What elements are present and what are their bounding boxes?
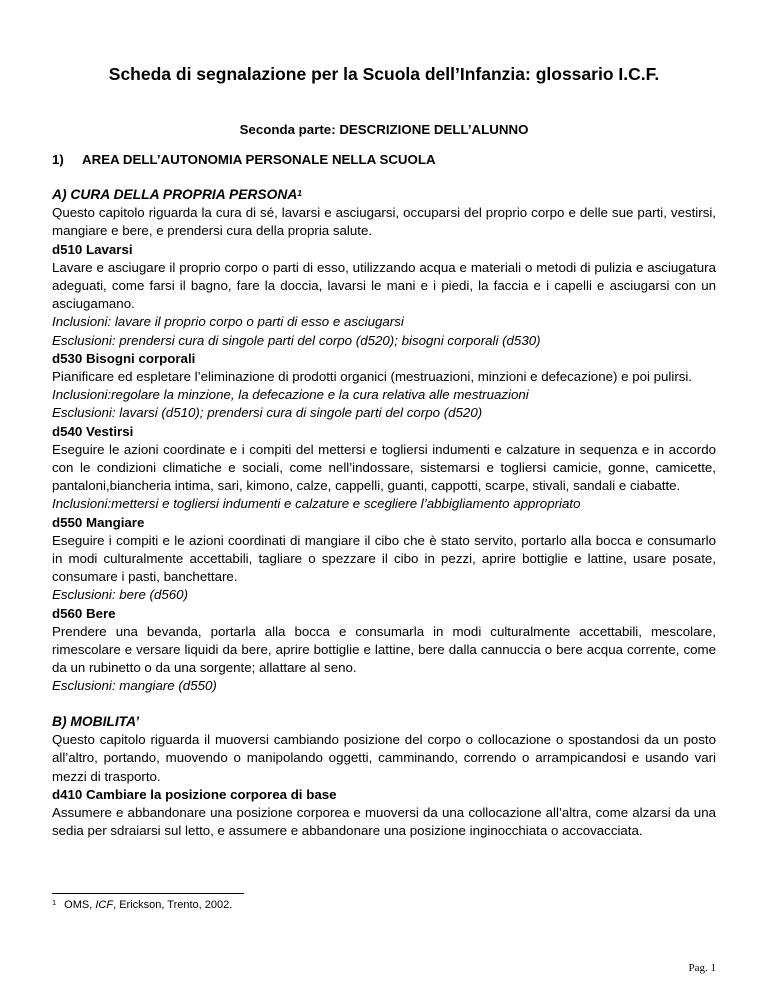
area-label: AREA DELL’AUTONOMIA PERSONALE NELLA SCUOLA <box>82 152 436 167</box>
d510-heading: d510 Lavarsi <box>52 241 133 257</box>
footnote-text-italic: ICF <box>95 899 114 911</box>
d550-text: Eseguire i compiti e le azioni coordinati di mangiare il cibo che è stato servito, portarlo alla bocca e consumarlo in modi culturalmente accettabili, tagliare o spezzare il cibo in pezzi, aprire bottiglie e lattine, usare posate, consumare i pasti, banchettare. <box>52 532 716 585</box>
d530-exclusions: Esclusioni: lavarsi (d510); prendersi cura di singole parti del corpo (d520) <box>52 405 483 421</box>
area-heading <box>52 152 716 167</box>
d550-exclusions: Esclusioni: bere (d560) <box>52 587 188 603</box>
d540-text: Eseguire le azioni coordinate e i compiti del mettersi e togliersi indumenti e calzature in sequenza e in accordo con le condizioni climatiche e sociali, come nell’indossare, sistemarsi e togliersi camicie, gonne, camicette, pantaloni,biancheria intima, sari, kimono, calze, cappelli, guanti, cappotti, scarpe, stivali, sandali e ciabatte. <box>52 441 716 494</box>
d530-inclusions: Inclusioni:regolare la minzione, la defecazione e la cura relativa alle mestruazioni <box>52 387 529 403</box>
section-a-heading <box>52 186 716 204</box>
section-a-heading-text: A) CURA DELLA PROPRIA PERSONA <box>52 187 298 202</box>
footnote-mark: 1 <box>52 898 57 907</box>
area-number: 1) <box>52 152 64 167</box>
footnote <box>52 899 716 911</box>
section-a-intro: Questo capitolo riguarda la cura di sé, lavarsi e asciugarsi, occuparsi del proprio corpo e delle sue parti, vestirsi, mangiare e bere, e prendersi cura della propria salute. <box>52 205 716 239</box>
d540-inclusions: Inclusioni:mettersi e togliersi indumenti e calzature e scegliere l’abbigliamento appropriato <box>52 496 581 512</box>
d560-text: Prendere una bevanda, portarla alla bocca e consumarla in modi culturalmente accettabili, mescolare, rimescolare e versare liquidi da bere, aprire bottiglie e lattine, bere dalla cannuccia o bere acqua corrente, come da un rubinetto o da una sorgente; allattare al seno. <box>52 623 716 676</box>
footnote-text-pre: OMS, <box>64 899 96 911</box>
footnote-reference: 1 <box>297 188 303 198</box>
page-number: Pag. 1 <box>688 962 716 974</box>
d560-heading: d560 Bere <box>52 605 116 621</box>
d510-inclusions: Inclusioni: lavare il proprio corpo o parti di esso e asciugarsi <box>52 314 404 330</box>
d550-heading: d550 Mangiare <box>52 514 145 530</box>
d510-exclusions: Esclusioni: prendersi cura di singole parti del corpo (d520); bisogni corporali (d530) <box>52 332 541 348</box>
footnote-separator <box>52 893 244 894</box>
section-a <box>52 186 716 696</box>
d560-exclusions: Esclusioni: mangiare (d550) <box>52 678 217 694</box>
d530-text: Pianificare ed espletare l’eliminazione di prodotti organici (mestruazioni, minzioni e defecazione) e poi pulirsi. <box>52 369 693 385</box>
section-b-intro: Questo capitolo riguarda il muoversi cambiando posizione del corpo o collocazione o spostandosi da un posto all’altro, portando, muovendo o manipolando oggetti, camminando, correndo o arrampicandosi e usando vari mezzi di trasporto. <box>52 732 716 784</box>
document-subtitle: Seconda parte: DESCRIZIONE DELL’ALUNNO <box>239 122 529 137</box>
d530-heading: d530 Bisogni corporali <box>52 350 196 366</box>
section-b <box>52 713 716 840</box>
d510-text: Lavare e asciugare il proprio corpo o parti di esso, utilizzando acqua e materiali o metodi di pulizia e asciugatura adeguati, come farsi il bagno, fare la doccia, lavarsi le mani e i piedi, la faccia e i capelli e asciugarsi con un asciugamano. <box>52 259 716 312</box>
footnote-text-post: , Erickson, Trento, 2002. <box>113 899 233 911</box>
d410-text: Assumere e abbandonare una posizione corporea e muoversi da una collocazione all’altra, come alzarsi da una sedia per sdraiarsi sul letto, e assumere e abbandonare una posizione inginocchiata o accovacciata. <box>52 805 716 839</box>
document-title: Scheda di segnalazione per la Scuola dell’Infanzia: glossario I.C.F. <box>108 64 660 84</box>
d410-heading: d410 Cambiare la posizione corporea di base <box>52 786 337 802</box>
section-b-heading: B) MOBILITA’ <box>52 714 140 729</box>
d540-heading: d540 Vestirsi <box>52 423 134 439</box>
